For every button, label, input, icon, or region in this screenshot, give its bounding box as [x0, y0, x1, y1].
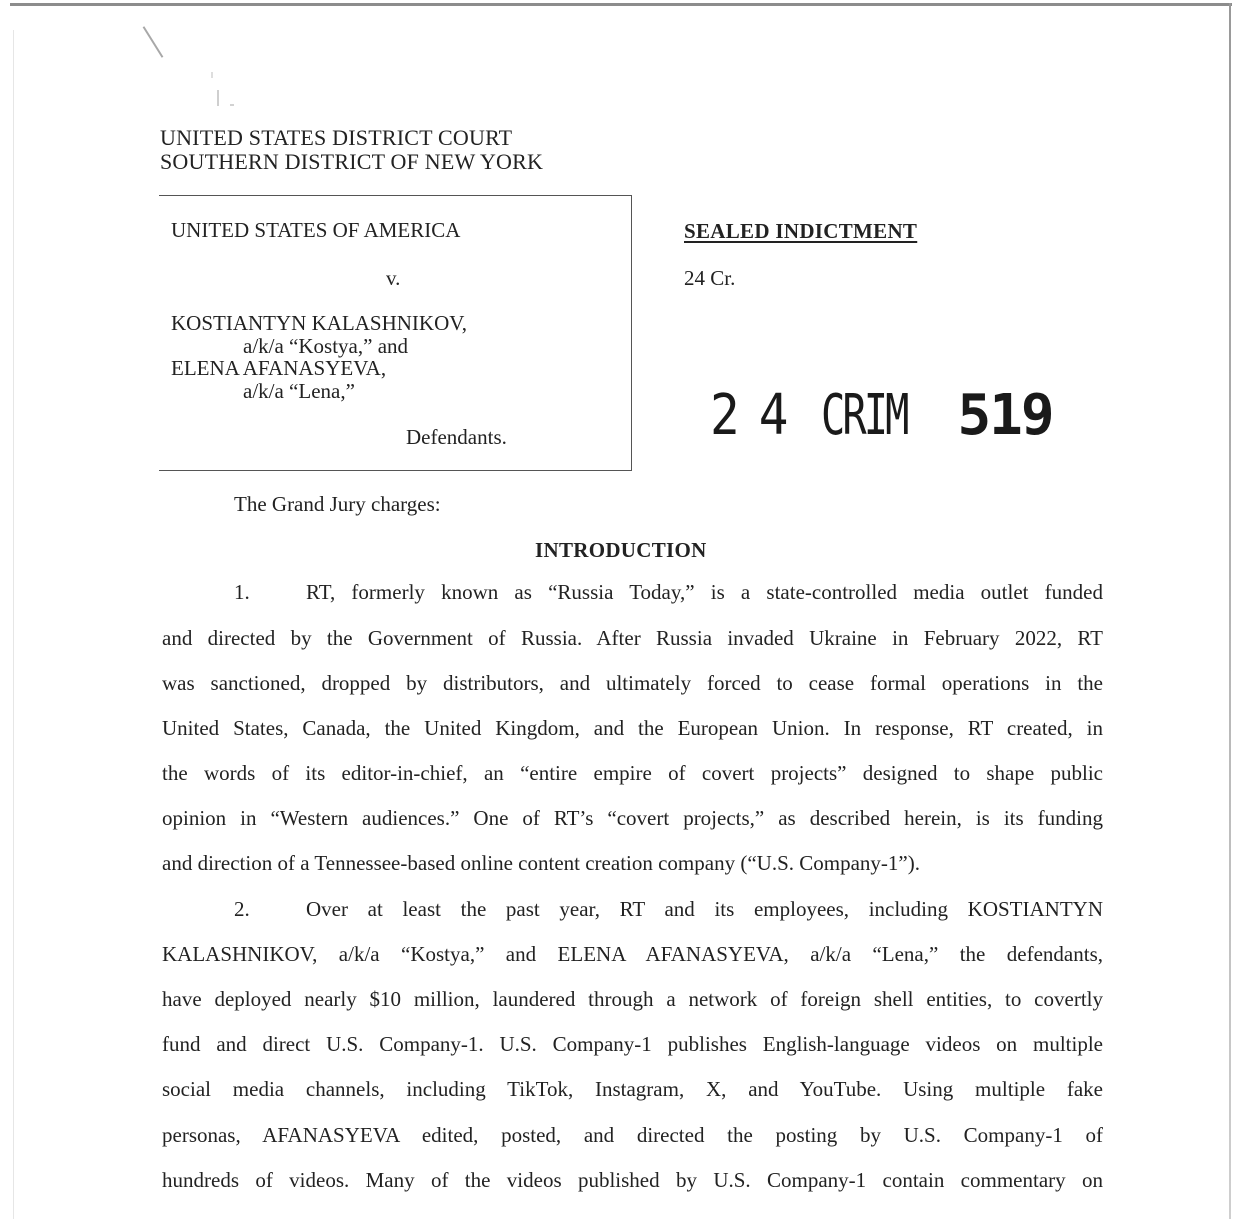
paragraph-2-line: fund and direct U.S. Company-1. U.S. Company-1 publishes English-language videos on multiple [162, 1034, 1103, 1056]
scan-artifact-mark [211, 72, 213, 78]
defendants-label: Defendants. [406, 425, 507, 449]
paragraph-2-first-line [234, 899, 1103, 921]
paragraph-1-line: United States, Canada, the United Kingdom, and the European Union. In response, RT created, in [162, 718, 1103, 740]
section-heading: INTRODUCTION [535, 538, 707, 562]
paragraph-2-line: hundreds of videos. Many of the videos published by U.S. Company-1 contain commentary on [162, 1170, 1103, 1192]
scan-right-edge [1229, 3, 1231, 1219]
defendant-2-name: ELENA AFANASYEVA, [171, 356, 387, 380]
docket-stamp-year: 2 4 [710, 383, 784, 448]
scan-artifact-mark [230, 104, 234, 106]
paragraph-text: RT, formerly known as “Russia Today,” is a state-controlled media outlet funded [306, 582, 1103, 604]
paragraph-1-line: was sanctioned, dropped by distributors, and ultimately forced to cease formal operations in the [162, 673, 1103, 695]
scan-artifact-mark [143, 26, 164, 58]
court-name-line-2: SOUTHERN DISTRICT OF NEW YORK [160, 149, 544, 174]
defendant-2-alias: a/k/a “Lena,” [243, 379, 355, 403]
scan-top-edge [10, 3, 1232, 6]
paragraph-2-line: social media channels, including TikTok, Instagram, X, and YouTube. Using multiple fake [162, 1079, 1103, 1101]
docket-stamp-number: 519 [957, 383, 1053, 448]
paragraph-2-line: personas, AFANASYEVA edited, posted, and directed the posting by U.S. Company-1 of [162, 1125, 1103, 1147]
scan-left-edge [13, 30, 14, 1219]
scan-artifact-mark [217, 90, 219, 106]
versus-label: v. [386, 266, 401, 290]
grand-jury-charges: The Grand Jury charges: [234, 492, 441, 516]
document-title: SEALED INDICTMENT [684, 219, 918, 243]
paragraph-text: Over at least the past year, RT and its employees, including KOSTIANTYN [306, 899, 1103, 921]
plaintiff-name: UNITED STATES OF AMERICA [171, 218, 461, 242]
paragraph-1-first-line [234, 582, 1103, 604]
paragraph-1-line: opinion in “Western audiences.” One of RT’s “covert projects,” as described herein, is its funding [162, 808, 1103, 830]
defendant-1-name: KOSTIANTYN KALASHNIKOV, [171, 311, 467, 335]
defendant-1-alias: a/k/a “Kostya,” and [243, 334, 409, 358]
paragraph-1-line: the words of its editor-in-chief, an “entire empire of covert projects” designed to shape public [162, 763, 1103, 785]
docket-stamp-crim: CRIM [820, 383, 907, 448]
court-name-line-1: UNITED STATES DISTRICT COURT [160, 125, 513, 150]
paragraph-2-line: KALASHNIKOV, a/k/a “Kostya,” and ELENA AFANASYEVA, a/k/a “Lena,” the defendants, [162, 944, 1103, 966]
docket-number-stamp [710, 383, 1053, 448]
paragraph-number: 1. [234, 582, 250, 604]
paragraph-1-line: and direction of a Tennessee-based online content creation company (“U.S. Company-1”). [162, 853, 920, 875]
paragraph-number: 2. [234, 899, 250, 921]
docket-number-prefix: 24 Cr. [684, 266, 736, 290]
paragraph-2-line: have deployed nearly $10 million, laundered through a network of foreign shell entities, to covertly [162, 989, 1103, 1011]
paragraph-1-line: and directed by the Government of Russia. After Russia invaded Ukraine in February 2022, RT [162, 628, 1103, 650]
